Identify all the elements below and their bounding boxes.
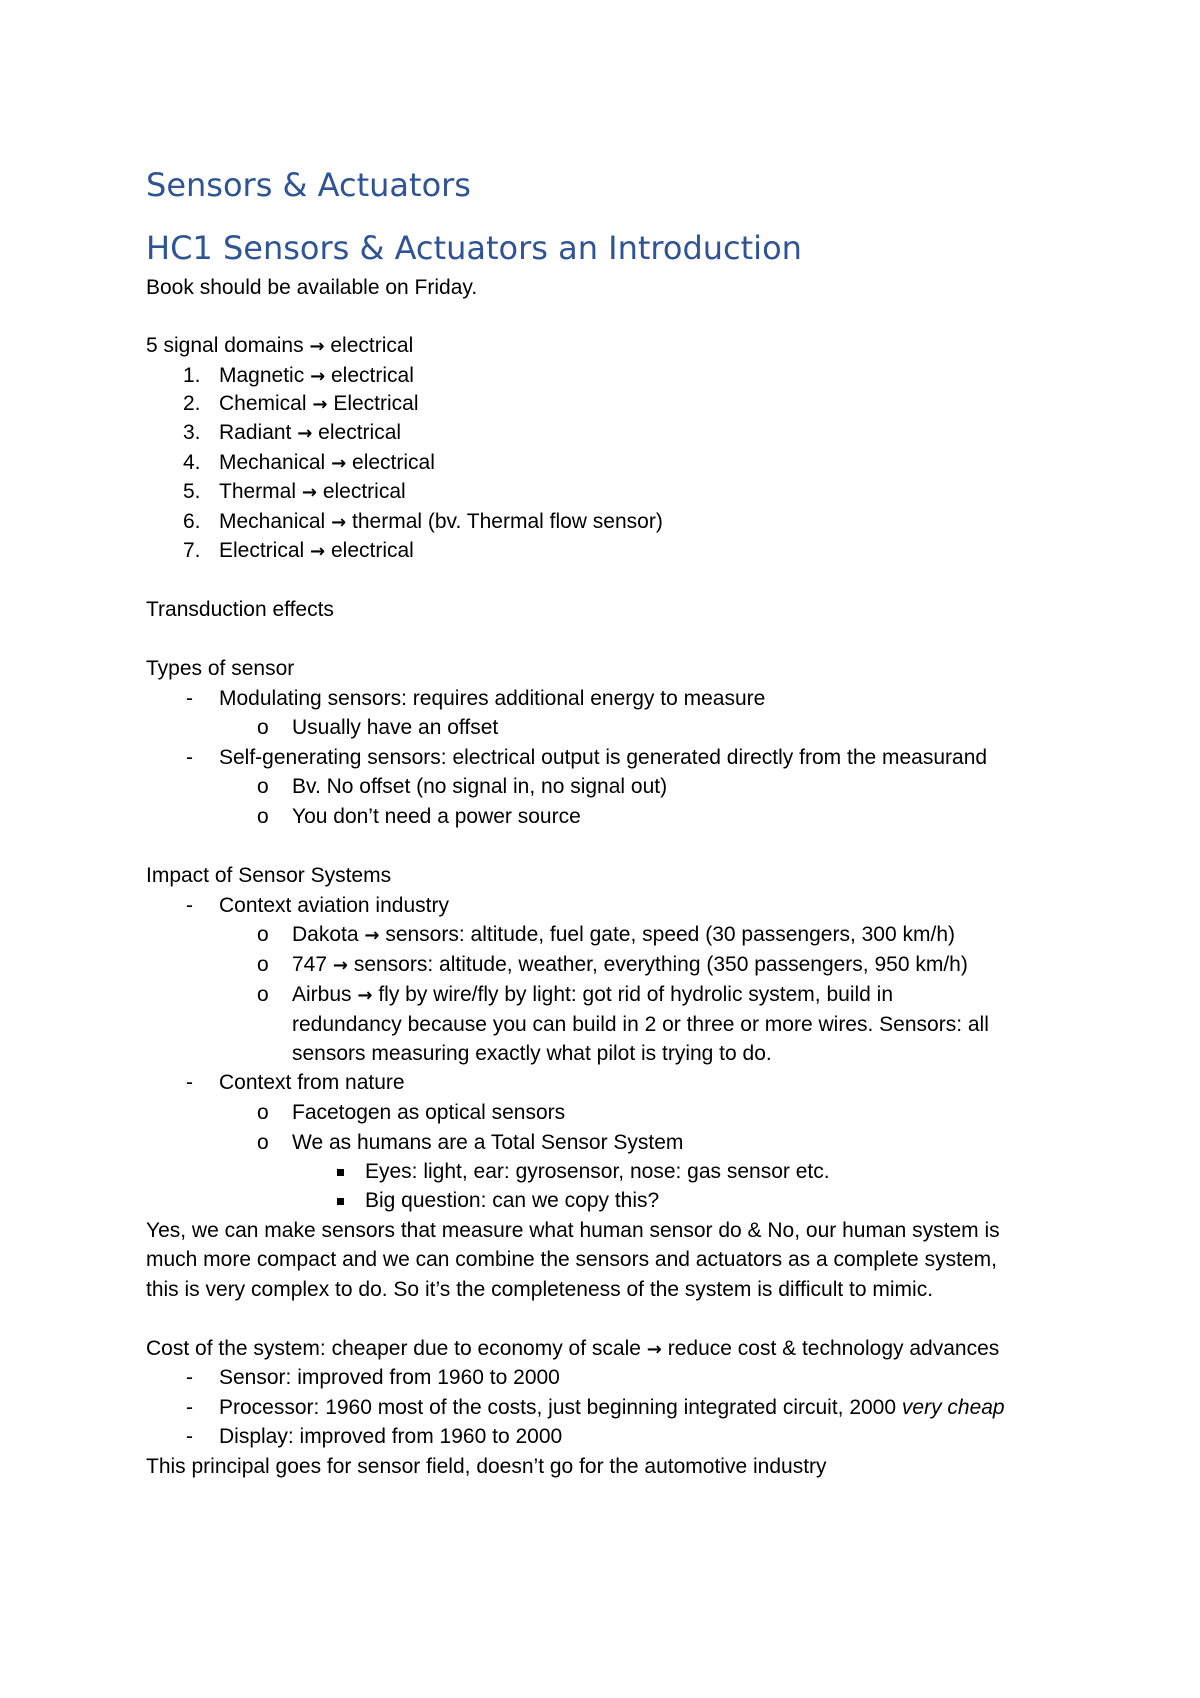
list-number: 4.: [183, 451, 201, 474]
list-number: 1.: [183, 364, 201, 387]
dash-bullet: -: [186, 687, 193, 710]
list-item: Magnetic → electrical: [219, 364, 414, 387]
circle-bullet: o: [257, 983, 269, 1006]
list-item: Electrical → electrical: [219, 539, 414, 562]
paragraph-line: this is very complex to do. So it’s the completeness of the system is difficult to mimic.: [146, 1278, 934, 1301]
list-item: Processor: 1960 most of the costs, just beginning integrated circuit, 2000 very cheap: [219, 1396, 1005, 1419]
transduction-heading: Transduction effects: [146, 598, 334, 621]
list-item: Modulating sensors: requires additional energy to measure: [219, 687, 766, 710]
circle-bullet: o: [257, 1101, 269, 1124]
cost-lead: Cost of the system: cheaper due to economy of scale → reduce cost & technology advances: [146, 1337, 1000, 1360]
arrow-right-icon: →: [297, 423, 313, 444]
list-item: Big question: can we copy this?: [365, 1189, 660, 1212]
list-item: Radiant → electrical: [219, 421, 402, 444]
circle-bullet: o: [257, 1131, 269, 1154]
dash-bullet: -: [186, 1396, 193, 1419]
arrow-right-icon: →: [357, 985, 373, 1006]
arrow-right-icon: →: [301, 482, 317, 503]
arrow-right-icon: →: [646, 1339, 662, 1360]
list-item: Sensor: improved from 1960 to 2000: [219, 1366, 560, 1389]
arrow-right-icon: →: [331, 512, 347, 533]
circle-bullet: o: [257, 953, 269, 976]
list-number: 6.: [183, 510, 201, 533]
dash-bullet: -: [186, 894, 193, 917]
square-bullet-icon: [337, 1169, 344, 1176]
arrow-right-icon: →: [331, 453, 347, 474]
list-number: 3.: [183, 421, 201, 444]
dash-bullet: -: [186, 746, 193, 769]
square-bullet-icon: [337, 1198, 344, 1205]
heading-1: HC1 Sensors & Actuators an Introduction: [146, 229, 802, 267]
arrow-right-icon: →: [364, 925, 380, 946]
circle-bullet: o: [257, 716, 269, 739]
list-item: Context aviation industry: [219, 894, 449, 917]
list-item: You don’t need a power source: [292, 805, 581, 828]
list-item: Thermal → electrical: [219, 480, 406, 503]
arrow-right-icon: →: [310, 541, 326, 562]
list-item: Airbus → fly by wire/fly by light: got rid of hydrolic system, build in: [292, 983, 894, 1006]
dash-bullet: -: [186, 1425, 193, 1448]
domains-lead: 5 signal domains → electrical: [146, 334, 414, 357]
list-item: Dakota → sensors: altitude, fuel gate, speed (30 passengers, 300 km/h): [292, 923, 955, 946]
list-item: Eyes: light, ear: gyrosensor, nose: gas sensor etc.: [365, 1160, 830, 1183]
circle-bullet: o: [257, 775, 269, 798]
list-item: Usually have an offset: [292, 716, 499, 739]
list-number: 5.: [183, 480, 201, 503]
list-item: Self-generating sensors: electrical output is generated directly from the measurand: [219, 746, 988, 769]
arrow-right-icon: →: [309, 336, 325, 357]
arrow-right-icon: →: [332, 955, 348, 976]
dash-bullet: -: [186, 1071, 193, 1094]
list-item-continuation: redundancy because you can build in 2 or three or more wires. Sensors: all: [292, 1013, 989, 1036]
closing-line: This principal goes for sensor field, doesn’t go for the automotive industry: [146, 1455, 827, 1478]
list-item: Chemical → Electrical: [219, 392, 419, 415]
circle-bullet: o: [257, 805, 269, 828]
arrow-right-icon: →: [310, 366, 326, 387]
dash-bullet: -: [186, 1366, 193, 1389]
list-item: 747 → sensors: altitude, weather, everything (350 passengers, 950 km/h): [292, 953, 968, 976]
list-item: Bv. No offset (no signal in, no signal out): [292, 775, 668, 798]
paragraph-line: Yes, we can make sensors that measure what human sensor do & No, our human system is: [146, 1219, 1000, 1242]
emphasis: very cheap: [901, 1396, 1005, 1419]
paragraph-line: much more compact and we can combine the sensors and actuators as a complete system,: [146, 1248, 997, 1271]
impact-heading: Impact of Sensor Systems: [146, 864, 392, 887]
circle-bullet: o: [257, 923, 269, 946]
types-heading: Types of sensor: [146, 657, 295, 680]
list-item-continuation: sensors measuring exactly what pilot is trying to do.: [292, 1042, 772, 1065]
arrow-right-icon: →: [312, 394, 328, 415]
list-item: Facetogen as optical sensors: [292, 1101, 566, 1124]
list-item: Mechanical → electrical: [219, 451, 435, 474]
list-item: Context from nature: [219, 1071, 405, 1094]
list-number: 7.: [183, 539, 201, 562]
list-number: 2.: [183, 392, 201, 415]
intro-text: Book should be available on Friday.: [146, 276, 478, 299]
list-item: Mechanical → thermal (bv. Thermal flow sensor): [219, 510, 663, 533]
list-item: Display: improved from 1960 to 2000: [219, 1425, 563, 1448]
page-title: Sensors & Actuators: [146, 166, 471, 204]
list-item: We as humans are a Total Sensor System: [292, 1131, 684, 1154]
